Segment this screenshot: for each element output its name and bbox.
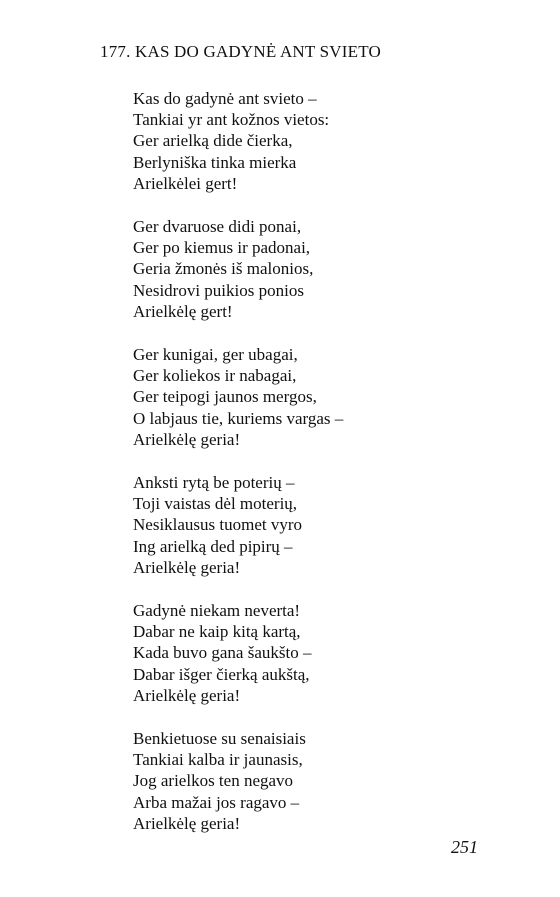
verse-line: O labjaus tie, kuriems vargas –	[133, 408, 344, 428]
verse-line: Arielkėlei gert!	[133, 173, 238, 193]
poem-title: 177. KAS DO GADYNĖ ANT SVIETO	[100, 42, 381, 61]
verse-line: Dabar ne kaip kitą kartą,	[133, 622, 301, 642]
stanza	[133, 728, 513, 834]
verse-line: Ger koliekos ir nabagai,	[133, 366, 297, 386]
verse-line: Anksti rytą be poterių –	[133, 473, 295, 493]
verse-line: Benkietuose su senaisiais	[133, 729, 306, 749]
verse-line: Nesidrovi puikios ponios	[133, 280, 304, 300]
stanza	[133, 344, 513, 450]
verse-line: Dabar išger čierką aukštą,	[133, 664, 310, 684]
stanza	[133, 216, 513, 322]
stanza	[133, 88, 513, 194]
verse-line: Arielkėlę gert!	[133, 301, 233, 321]
stanza	[133, 600, 513, 706]
verse-line: Kas do gadynė ant svieto –	[133, 89, 317, 108]
verse-line: Tankiai kalba ir jaunasis,	[133, 750, 303, 770]
verse-line: Ing arielką ded pipirų –	[133, 536, 293, 556]
verse-line: Berlyniška tinka mierka	[133, 152, 297, 172]
verse-line: Arielkėlę geria!	[133, 557, 241, 577]
poem-body	[133, 88, 513, 856]
verse-line: Ger dvaruose didi ponai,	[133, 217, 302, 237]
verse-line: Jog arielkos ten negavo	[133, 771, 294, 791]
verse-line: Kada buvo gana šaukšto –	[133, 643, 312, 663]
verse-line: Ger kunigai, ger ubagai,	[133, 345, 298, 365]
verse-line: Arielkėlę geria!	[133, 813, 241, 833]
verse-line: Geria žmonės iš malonios,	[133, 259, 314, 279]
verse-line: Toji vaistas dėl moterių,	[133, 494, 298, 514]
verse-line: Ger arielką dide čierka,	[133, 131, 293, 151]
page-number: 251	[451, 837, 478, 857]
stanza	[133, 472, 513, 578]
verse-line: Ger teipogi jaunos mergos,	[133, 387, 317, 407]
verse-line: Ger po kiemus ir padonai,	[133, 238, 311, 258]
verse-line: Gadynė niekam neverta!	[133, 601, 301, 621]
verse-line: Arielkėlę geria!	[133, 429, 241, 449]
verse-line: Tankiai yr ant kožnos vietos:	[133, 110, 330, 130]
verse-line: Arba mažai jos ragavo –	[133, 792, 300, 812]
verse-line: Nesiklausus tuomet vyro	[133, 515, 303, 535]
verse-line: Arielkėlę geria!	[133, 685, 241, 705]
